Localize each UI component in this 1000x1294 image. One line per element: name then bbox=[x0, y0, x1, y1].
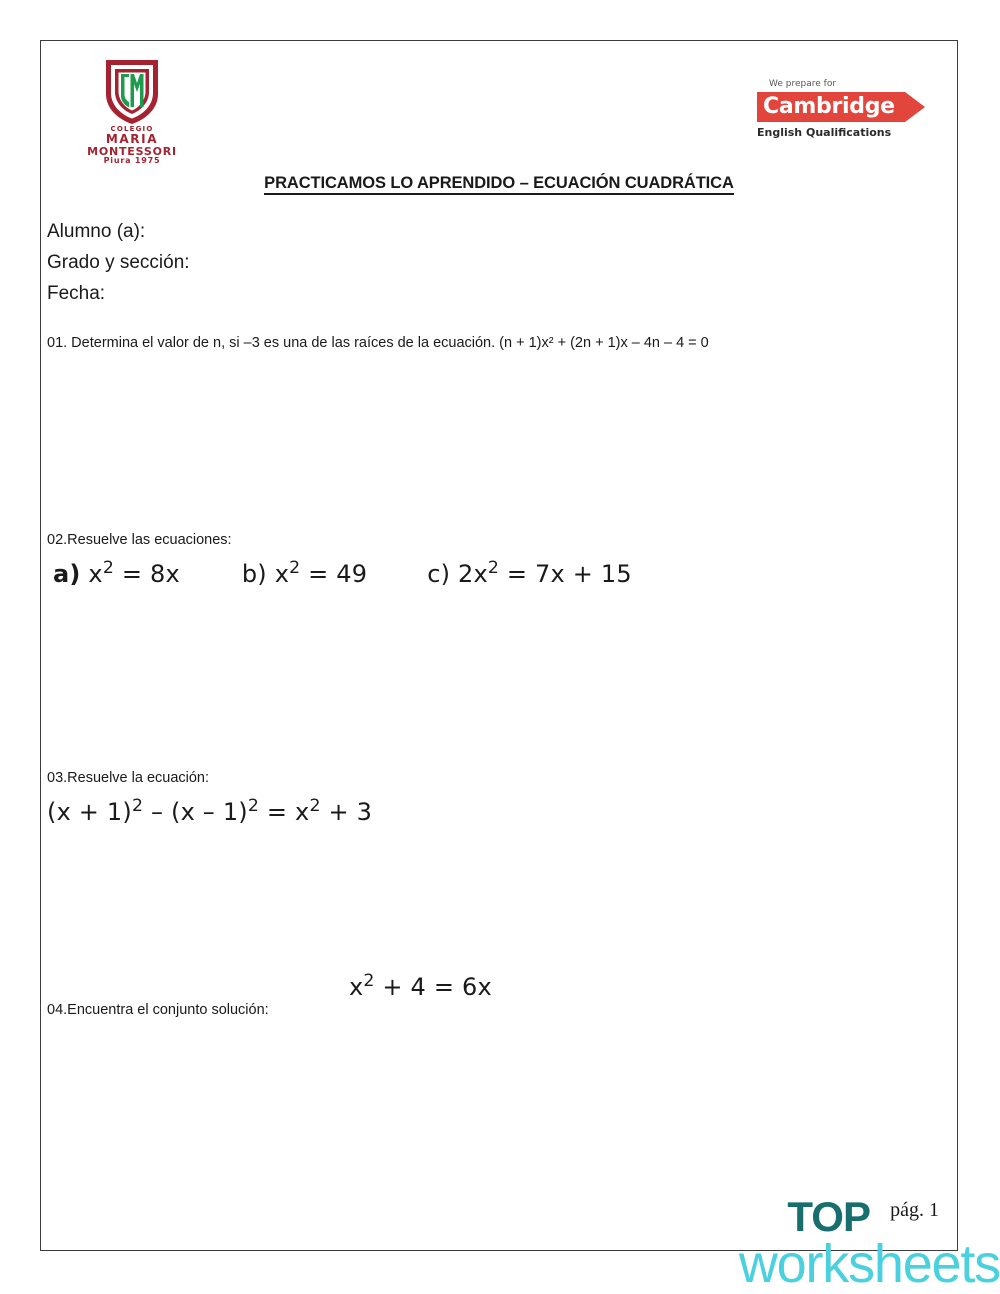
field-label-grado-seccion: Grado y sección: bbox=[47, 252, 190, 273]
page-title bbox=[41, 174, 957, 193]
question-02 bbox=[47, 531, 927, 588]
cambridge-prepare-text: We prepare for bbox=[769, 79, 837, 89]
question-01-text: 01. Determina el valor de n, si –3 es una de las raíces de la ecuación. (n + 1)x² + (2n + 1)x – 4n – 4 = 0 bbox=[47, 335, 709, 351]
question-02-equation-a: $x^2 = 8x$ bbox=[88, 557, 180, 588]
watermark-top-text: TOP bbox=[787, 1193, 870, 1241]
question-02-item-a bbox=[53, 557, 180, 588]
question-03-prompt: 03.Resuelve la ecuación: bbox=[47, 770, 210, 786]
question-02-equation-c: $2x^2 = 7x + 15$ bbox=[458, 557, 632, 588]
question-04 bbox=[47, 961, 747, 1031]
question-02-label-c: c) bbox=[427, 559, 451, 588]
student-fields-group bbox=[47, 216, 190, 309]
question-02-prompt: 02.Resuelve las ecuaciones: bbox=[47, 532, 232, 548]
page-title-text: PRACTICAMOS LO APRENDIDO – ECUACIÓN CUADRÁTICA bbox=[264, 174, 734, 195]
question-04-prompt: 04.Encuentra el conjunto solución: bbox=[47, 1002, 269, 1018]
watermark-worksheets-text: worksheets bbox=[738, 1234, 1000, 1294]
field-label-fecha: Fecha: bbox=[47, 283, 106, 304]
cambridge-logo bbox=[757, 79, 929, 139]
page-header bbox=[41, 41, 957, 166]
logo-text-montessori: MONTESSORI bbox=[87, 144, 177, 158]
question-03 bbox=[47, 769, 747, 826]
question-02-equation-b: $x^2 = 49$ bbox=[274, 557, 368, 588]
cambridge-brand-text: Cambridge bbox=[763, 94, 895, 119]
logo-text-piura: Piura 1975 bbox=[103, 156, 161, 166]
question-02-item-b bbox=[241, 557, 368, 588]
school-logo bbox=[77, 56, 187, 166]
logo-text-colegio: COLEGIO bbox=[110, 125, 154, 133]
question-02-label-b: b) bbox=[241, 559, 267, 588]
page-number: pág. 1 bbox=[890, 1199, 939, 1221]
question-04-equation: $x^2 + 4 = 6x$ bbox=[349, 971, 492, 1001]
cambridge-qualifications-text: English Qualifications bbox=[757, 126, 892, 139]
worksheet-page bbox=[40, 40, 958, 1251]
cambridge-arrow-banner bbox=[757, 92, 905, 122]
question-03-equation: $(x + 1)^2 - (x - 1)^2 = x^2 + 3$ bbox=[47, 795, 373, 826]
field-label-alumno: Alumno (a): bbox=[47, 221, 146, 242]
shield-crest-icon bbox=[102, 56, 162, 126]
logo-text-maria: MARIA bbox=[105, 132, 159, 147]
question-01 bbox=[47, 334, 937, 354]
question-02-item-c bbox=[427, 557, 632, 588]
question-02-label-a: a) bbox=[53, 559, 81, 588]
question-02-equations bbox=[47, 557, 927, 588]
